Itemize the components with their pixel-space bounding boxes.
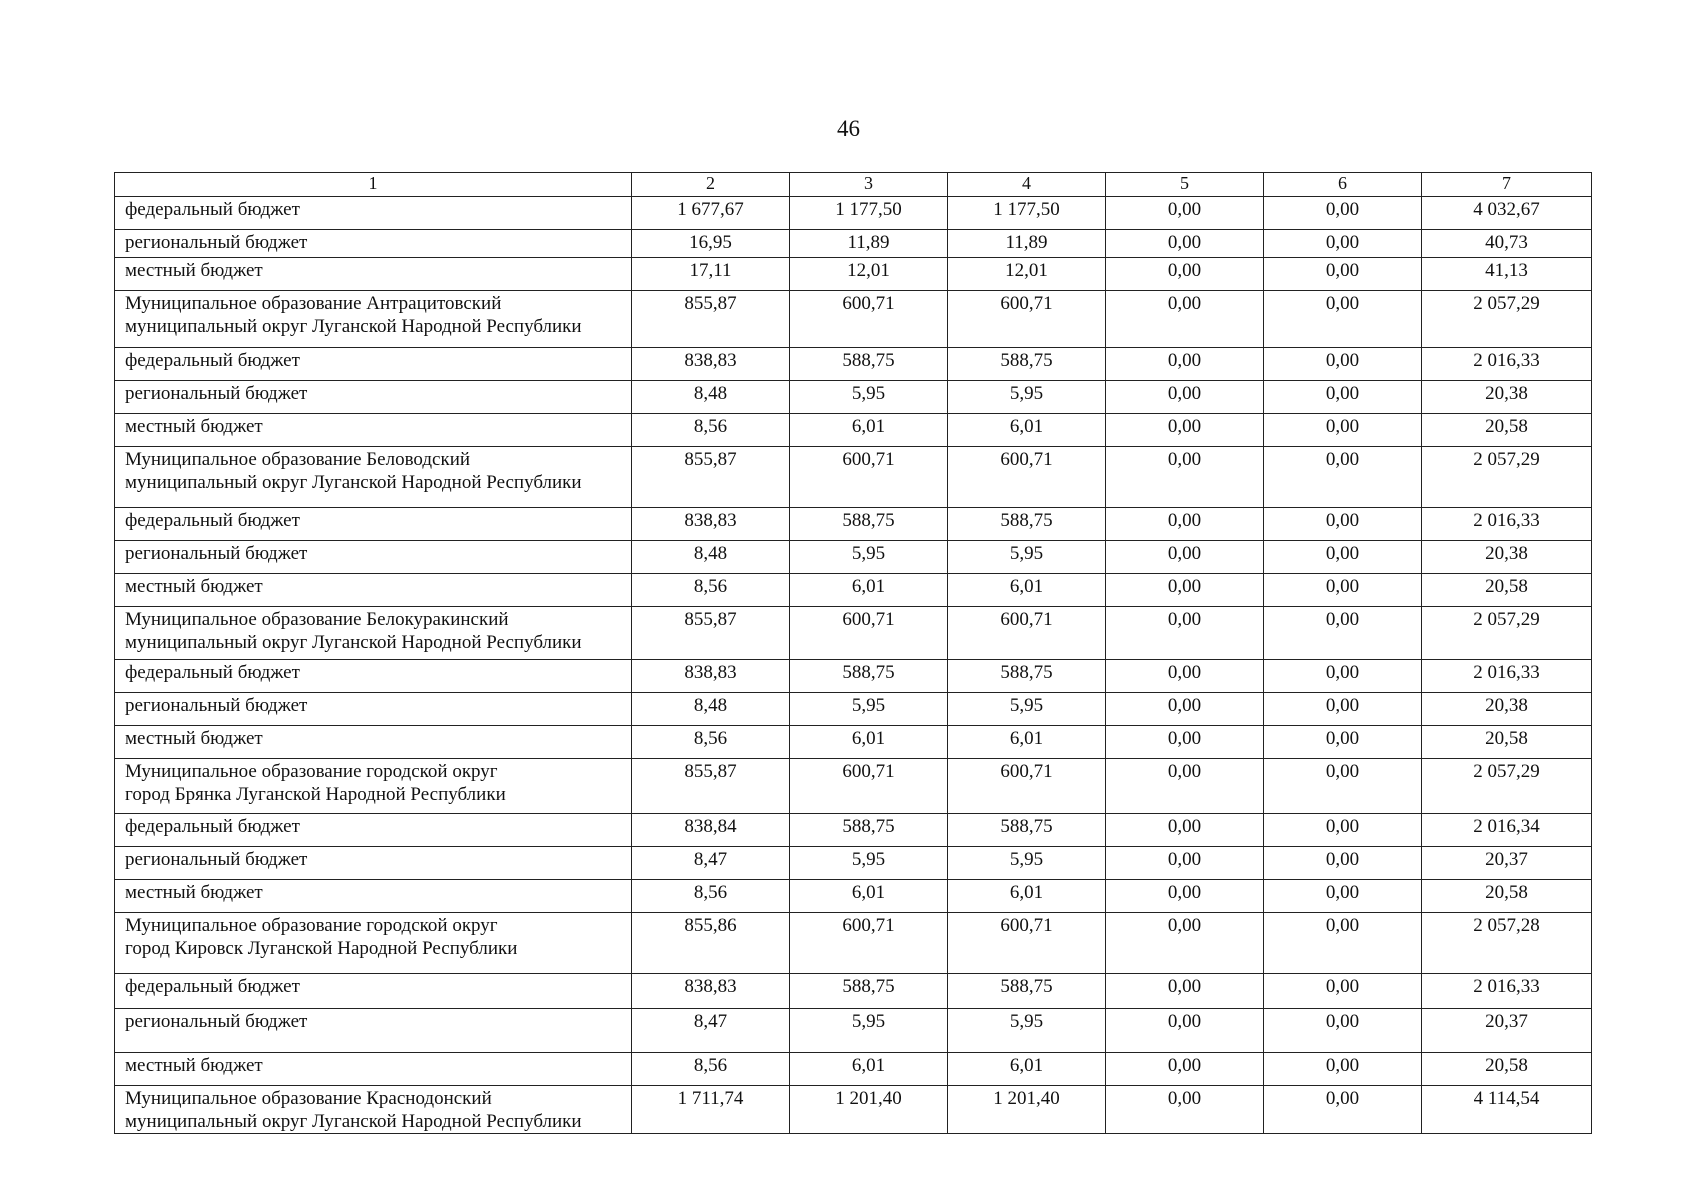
table-row bbox=[115, 814, 1592, 847]
value-cell-col-7: 20,58 bbox=[1422, 574, 1592, 607]
value-cell-col-3: 600,71 bbox=[790, 291, 948, 348]
column-number-6: 6 bbox=[1264, 173, 1422, 197]
row-name-cell bbox=[115, 1086, 632, 1134]
row-name-line: Муниципальное образование Беловодский bbox=[125, 449, 471, 470]
table-row bbox=[115, 974, 1592, 1009]
value-cell-col-5: 0,00 bbox=[1106, 913, 1264, 974]
row-name-line: федеральный бюджет bbox=[125, 350, 300, 371]
value-cell-col-5: 0,00 bbox=[1106, 814, 1264, 847]
value-cell-col-2: 855,87 bbox=[632, 759, 790, 814]
value-cell-col-6: 0,00 bbox=[1264, 726, 1422, 759]
value-cell-col-3: 5,95 bbox=[790, 693, 948, 726]
row-name-cell bbox=[115, 381, 632, 414]
table-row bbox=[115, 291, 1592, 348]
value-cell-col-2: 8,47 bbox=[632, 847, 790, 880]
row-name-cell bbox=[115, 197, 632, 230]
value-cell-col-4: 5,95 bbox=[948, 381, 1106, 414]
column-number-4: 4 bbox=[948, 173, 1106, 197]
row-name-line: местный бюджет bbox=[125, 1055, 263, 1076]
table-row bbox=[115, 574, 1592, 607]
value-cell-col-5: 0,00 bbox=[1106, 1086, 1264, 1134]
value-cell-col-2: 855,87 bbox=[632, 447, 790, 508]
value-cell-col-6: 0,00 bbox=[1264, 607, 1422, 660]
value-cell-col-7: 2 057,29 bbox=[1422, 447, 1592, 508]
row-name-cell bbox=[115, 913, 632, 974]
row-name-line: региональный бюджет bbox=[125, 849, 308, 870]
value-cell-col-2: 8,56 bbox=[632, 726, 790, 759]
row-name-line: местный бюджет bbox=[125, 260, 263, 281]
value-cell-col-7: 2 057,29 bbox=[1422, 759, 1592, 814]
table-row bbox=[115, 759, 1592, 814]
row-name-line: местный бюджет bbox=[125, 416, 263, 437]
column-number-1: 1 bbox=[115, 173, 632, 197]
value-cell-col-7: 20,38 bbox=[1422, 381, 1592, 414]
value-cell-col-5: 0,00 bbox=[1106, 291, 1264, 348]
value-cell-col-3: 6,01 bbox=[790, 880, 948, 913]
table-row bbox=[115, 607, 1592, 660]
value-cell-col-5: 0,00 bbox=[1106, 607, 1264, 660]
value-cell-col-2: 16,95 bbox=[632, 230, 790, 258]
value-cell-col-5: 0,00 bbox=[1106, 759, 1264, 814]
row-name-line: региональный бюджет bbox=[125, 1011, 308, 1032]
row-name-line: федеральный бюджет bbox=[125, 976, 300, 997]
table-row bbox=[115, 693, 1592, 726]
table-row bbox=[115, 541, 1592, 574]
row-name-cell bbox=[115, 258, 632, 291]
row-name-cell bbox=[115, 230, 632, 258]
value-cell-col-7: 20,58 bbox=[1422, 1053, 1592, 1086]
value-cell-col-6: 0,00 bbox=[1264, 759, 1422, 814]
value-cell-col-4: 588,75 bbox=[948, 814, 1106, 847]
value-cell-col-4: 1 177,50 bbox=[948, 197, 1106, 230]
row-name-cell bbox=[115, 447, 632, 508]
value-cell-col-5: 0,00 bbox=[1106, 1053, 1264, 1086]
value-cell-col-3: 5,95 bbox=[790, 541, 948, 574]
value-cell-col-3: 6,01 bbox=[790, 414, 948, 447]
value-cell-col-3: 6,01 bbox=[790, 726, 948, 759]
row-name-cell bbox=[115, 880, 632, 913]
table-row bbox=[115, 1086, 1592, 1134]
value-cell-col-4: 12,01 bbox=[948, 258, 1106, 291]
value-cell-col-6: 0,00 bbox=[1264, 1009, 1422, 1053]
row-name-line: местный бюджет bbox=[125, 882, 263, 903]
value-cell-col-2: 838,83 bbox=[632, 348, 790, 381]
table-row bbox=[115, 726, 1592, 759]
row-name-line: муниципальный округ Луганской Народной Республики bbox=[125, 472, 582, 493]
row-name-line: федеральный бюджет bbox=[125, 510, 300, 531]
value-cell-col-4: 5,95 bbox=[948, 847, 1106, 880]
value-cell-col-7: 2 057,29 bbox=[1422, 607, 1592, 660]
value-cell-col-2: 855,87 bbox=[632, 607, 790, 660]
value-cell-col-2: 8,56 bbox=[632, 414, 790, 447]
value-cell-col-7: 2 057,29 bbox=[1422, 291, 1592, 348]
value-cell-col-6: 0,00 bbox=[1264, 541, 1422, 574]
value-cell-col-6: 0,00 bbox=[1264, 508, 1422, 541]
row-name-line: Муниципальное образование городской округ bbox=[125, 915, 498, 936]
table-row bbox=[115, 1009, 1592, 1053]
row-name-line: Муниципальное образование Краснодонский bbox=[125, 1088, 492, 1109]
value-cell-col-3: 600,71 bbox=[790, 607, 948, 660]
table-row bbox=[115, 508, 1592, 541]
value-cell-col-5: 0,00 bbox=[1106, 880, 1264, 913]
value-cell-col-6: 0,00 bbox=[1264, 660, 1422, 693]
value-cell-col-6: 0,00 bbox=[1264, 381, 1422, 414]
row-name-line: федеральный бюджет bbox=[125, 199, 300, 220]
value-cell-col-7: 2 016,34 bbox=[1422, 814, 1592, 847]
table-row bbox=[115, 258, 1592, 291]
value-cell-col-2: 1 677,67 bbox=[632, 197, 790, 230]
value-cell-col-4: 600,71 bbox=[948, 291, 1106, 348]
value-cell-col-4: 6,01 bbox=[948, 726, 1106, 759]
value-cell-col-3: 1 201,40 bbox=[790, 1086, 948, 1134]
value-cell-col-3: 588,75 bbox=[790, 660, 948, 693]
value-cell-col-7: 4 032,67 bbox=[1422, 197, 1592, 230]
row-name-line: федеральный бюджет bbox=[125, 816, 300, 837]
value-cell-col-3: 600,71 bbox=[790, 447, 948, 508]
value-cell-col-5: 0,00 bbox=[1106, 660, 1264, 693]
value-cell-col-2: 1 711,74 bbox=[632, 1086, 790, 1134]
row-name-line: местный бюджет bbox=[125, 576, 263, 597]
value-cell-col-6: 0,00 bbox=[1264, 814, 1422, 847]
table-row bbox=[115, 913, 1592, 974]
value-cell-col-5: 0,00 bbox=[1106, 847, 1264, 880]
value-cell-col-7: 2 016,33 bbox=[1422, 508, 1592, 541]
value-cell-col-2: 8,48 bbox=[632, 693, 790, 726]
table-row bbox=[115, 197, 1592, 230]
value-cell-col-4: 1 201,40 bbox=[948, 1086, 1106, 1134]
value-cell-col-7: 2 057,28 bbox=[1422, 913, 1592, 974]
row-name-cell bbox=[115, 759, 632, 814]
row-name-cell bbox=[115, 291, 632, 348]
table-row bbox=[115, 230, 1592, 258]
table-row bbox=[115, 660, 1592, 693]
table-row bbox=[115, 1053, 1592, 1086]
value-cell-col-3: 588,75 bbox=[790, 348, 948, 381]
row-name-line: федеральный бюджет bbox=[125, 662, 300, 683]
row-name-cell bbox=[115, 574, 632, 607]
value-cell-col-5: 0,00 bbox=[1106, 541, 1264, 574]
table-row bbox=[115, 847, 1592, 880]
value-cell-col-3: 11,89 bbox=[790, 230, 948, 258]
value-cell-col-4: 600,71 bbox=[948, 759, 1106, 814]
value-cell-col-2: 8,56 bbox=[632, 1053, 790, 1086]
value-cell-col-6: 0,00 bbox=[1264, 230, 1422, 258]
row-name-line: региональный бюджет bbox=[125, 543, 308, 564]
value-cell-col-4: 600,71 bbox=[948, 447, 1106, 508]
value-cell-col-5: 0,00 bbox=[1106, 348, 1264, 381]
row-name-line: Муниципальное образование Белокуракинский bbox=[125, 609, 509, 630]
value-cell-col-3: 600,71 bbox=[790, 913, 948, 974]
row-name-cell bbox=[115, 414, 632, 447]
table-row bbox=[115, 348, 1592, 381]
value-cell-col-4: 600,71 bbox=[948, 913, 1106, 974]
value-cell-col-6: 0,00 bbox=[1264, 847, 1422, 880]
value-cell-col-7: 40,73 bbox=[1422, 230, 1592, 258]
value-cell-col-2: 17,11 bbox=[632, 258, 790, 291]
value-cell-col-4: 5,95 bbox=[948, 693, 1106, 726]
column-number-2: 2 bbox=[632, 173, 790, 197]
row-name-cell bbox=[115, 1009, 632, 1053]
value-cell-col-6: 0,00 bbox=[1264, 880, 1422, 913]
row-name-cell bbox=[115, 974, 632, 1009]
value-cell-col-2: 838,83 bbox=[632, 660, 790, 693]
value-cell-col-5: 0,00 bbox=[1106, 258, 1264, 291]
column-number-3: 3 bbox=[790, 173, 948, 197]
value-cell-col-3: 6,01 bbox=[790, 574, 948, 607]
value-cell-col-3: 588,75 bbox=[790, 974, 948, 1009]
row-name-cell bbox=[115, 541, 632, 574]
value-cell-col-2: 838,83 bbox=[632, 974, 790, 1009]
value-cell-col-7: 2 016,33 bbox=[1422, 974, 1592, 1009]
value-cell-col-3: 12,01 bbox=[790, 258, 948, 291]
value-cell-col-7: 2 016,33 bbox=[1422, 660, 1592, 693]
row-name-cell bbox=[115, 814, 632, 847]
column-number-7: 7 bbox=[1422, 173, 1592, 197]
value-cell-col-5: 0,00 bbox=[1106, 574, 1264, 607]
value-cell-col-7: 20,38 bbox=[1422, 693, 1592, 726]
value-cell-col-5: 0,00 bbox=[1106, 381, 1264, 414]
value-cell-col-6: 0,00 bbox=[1264, 197, 1422, 230]
value-cell-col-7: 2 016,33 bbox=[1422, 348, 1592, 381]
value-cell-col-5: 0,00 bbox=[1106, 197, 1264, 230]
value-cell-col-7: 20,37 bbox=[1422, 847, 1592, 880]
value-cell-col-5: 0,00 bbox=[1106, 508, 1264, 541]
value-cell-col-5: 0,00 bbox=[1106, 230, 1264, 258]
value-cell-col-2: 8,47 bbox=[632, 1009, 790, 1053]
row-name-line: муниципальный округ Луганской Народной Республики bbox=[125, 1111, 582, 1132]
table-row bbox=[115, 880, 1592, 913]
row-name-cell bbox=[115, 607, 632, 660]
value-cell-col-4: 588,75 bbox=[948, 348, 1106, 381]
value-cell-col-4: 6,01 bbox=[948, 414, 1106, 447]
value-cell-col-2: 838,83 bbox=[632, 508, 790, 541]
value-cell-col-4: 5,95 bbox=[948, 1009, 1106, 1053]
value-cell-col-3: 5,95 bbox=[790, 1009, 948, 1053]
value-cell-col-6: 0,00 bbox=[1264, 348, 1422, 381]
row-name-line: региональный бюджет bbox=[125, 695, 308, 716]
table-row bbox=[115, 381, 1592, 414]
value-cell-col-2: 855,87 bbox=[632, 291, 790, 348]
row-name-cell bbox=[115, 1053, 632, 1086]
row-name-line: город Кировск Луганской Народной Республики bbox=[125, 938, 518, 959]
value-cell-col-5: 0,00 bbox=[1106, 974, 1264, 1009]
value-cell-col-4: 6,01 bbox=[948, 1053, 1106, 1086]
header-row bbox=[115, 173, 1592, 197]
row-name-line: региональный бюджет bbox=[125, 232, 308, 253]
value-cell-col-2: 8,56 bbox=[632, 880, 790, 913]
value-cell-col-6: 0,00 bbox=[1264, 574, 1422, 607]
value-cell-col-4: 588,75 bbox=[948, 660, 1106, 693]
value-cell-col-3: 5,95 bbox=[790, 847, 948, 880]
value-cell-col-7: 20,38 bbox=[1422, 541, 1592, 574]
value-cell-col-7: 20,58 bbox=[1422, 414, 1592, 447]
row-name-line: Муниципальное образование городской округ bbox=[125, 761, 498, 782]
row-name-line: местный бюджет bbox=[125, 728, 263, 749]
column-number-5: 5 bbox=[1106, 173, 1264, 197]
value-cell-col-7: 41,13 bbox=[1422, 258, 1592, 291]
value-cell-col-6: 0,00 bbox=[1264, 1086, 1422, 1134]
row-name-cell bbox=[115, 348, 632, 381]
row-name-cell bbox=[115, 508, 632, 541]
budget-table bbox=[114, 172, 1592, 1134]
value-cell-col-2: 838,84 bbox=[632, 814, 790, 847]
value-cell-col-6: 0,00 bbox=[1264, 913, 1422, 974]
value-cell-col-6: 0,00 bbox=[1264, 258, 1422, 291]
value-cell-col-3: 6,01 bbox=[790, 1053, 948, 1086]
value-cell-col-6: 0,00 bbox=[1264, 291, 1422, 348]
value-cell-col-6: 0,00 bbox=[1264, 974, 1422, 1009]
value-cell-col-3: 600,71 bbox=[790, 759, 948, 814]
value-cell-col-6: 0,00 bbox=[1264, 447, 1422, 508]
value-cell-col-5: 0,00 bbox=[1106, 693, 1264, 726]
row-name-cell bbox=[115, 693, 632, 726]
row-name-line: город Брянка Луганской Народной Республики bbox=[125, 784, 506, 805]
table-row bbox=[115, 447, 1592, 508]
value-cell-col-4: 11,89 bbox=[948, 230, 1106, 258]
value-cell-col-2: 8,48 bbox=[632, 541, 790, 574]
value-cell-col-2: 8,56 bbox=[632, 574, 790, 607]
row-name-cell bbox=[115, 726, 632, 759]
row-name-line: Муниципальное образование Антрацитовский bbox=[125, 293, 502, 314]
value-cell-col-3: 5,95 bbox=[790, 381, 948, 414]
value-cell-col-5: 0,00 bbox=[1106, 447, 1264, 508]
value-cell-col-4: 6,01 bbox=[948, 880, 1106, 913]
value-cell-col-3: 588,75 bbox=[790, 814, 948, 847]
value-cell-col-2: 8,48 bbox=[632, 381, 790, 414]
page-number: 46 bbox=[837, 116, 860, 141]
row-name-line: региональный бюджет bbox=[125, 383, 308, 404]
value-cell-col-4: 5,95 bbox=[948, 541, 1106, 574]
value-cell-col-5: 0,00 bbox=[1106, 1009, 1264, 1053]
value-cell-col-6: 0,00 bbox=[1264, 414, 1422, 447]
value-cell-col-7: 4 114,54 bbox=[1422, 1086, 1592, 1134]
value-cell-col-7: 20,58 bbox=[1422, 880, 1592, 913]
row-name-cell bbox=[115, 660, 632, 693]
value-cell-col-7: 20,58 bbox=[1422, 726, 1592, 759]
value-cell-col-3: 588,75 bbox=[790, 508, 948, 541]
row-name-cell bbox=[115, 847, 632, 880]
table-body bbox=[115, 173, 1592, 1134]
value-cell-col-6: 0,00 bbox=[1264, 1053, 1422, 1086]
value-cell-col-5: 0,00 bbox=[1106, 414, 1264, 447]
value-cell-col-5: 0,00 bbox=[1106, 726, 1264, 759]
value-cell-col-4: 588,75 bbox=[948, 974, 1106, 1009]
value-cell-col-7: 20,37 bbox=[1422, 1009, 1592, 1053]
row-name-line: муниципальный округ Луганской Народной Республики bbox=[125, 632, 582, 653]
value-cell-col-4: 588,75 bbox=[948, 508, 1106, 541]
value-cell-col-6: 0,00 bbox=[1264, 693, 1422, 726]
value-cell-col-4: 6,01 bbox=[948, 574, 1106, 607]
table-row bbox=[115, 414, 1592, 447]
row-name-line: муниципальный округ Луганской Народной Республики bbox=[125, 316, 582, 337]
value-cell-col-2: 855,86 bbox=[632, 913, 790, 974]
value-cell-col-4: 600,71 bbox=[948, 607, 1106, 660]
value-cell-col-3: 1 177,50 bbox=[790, 197, 948, 230]
